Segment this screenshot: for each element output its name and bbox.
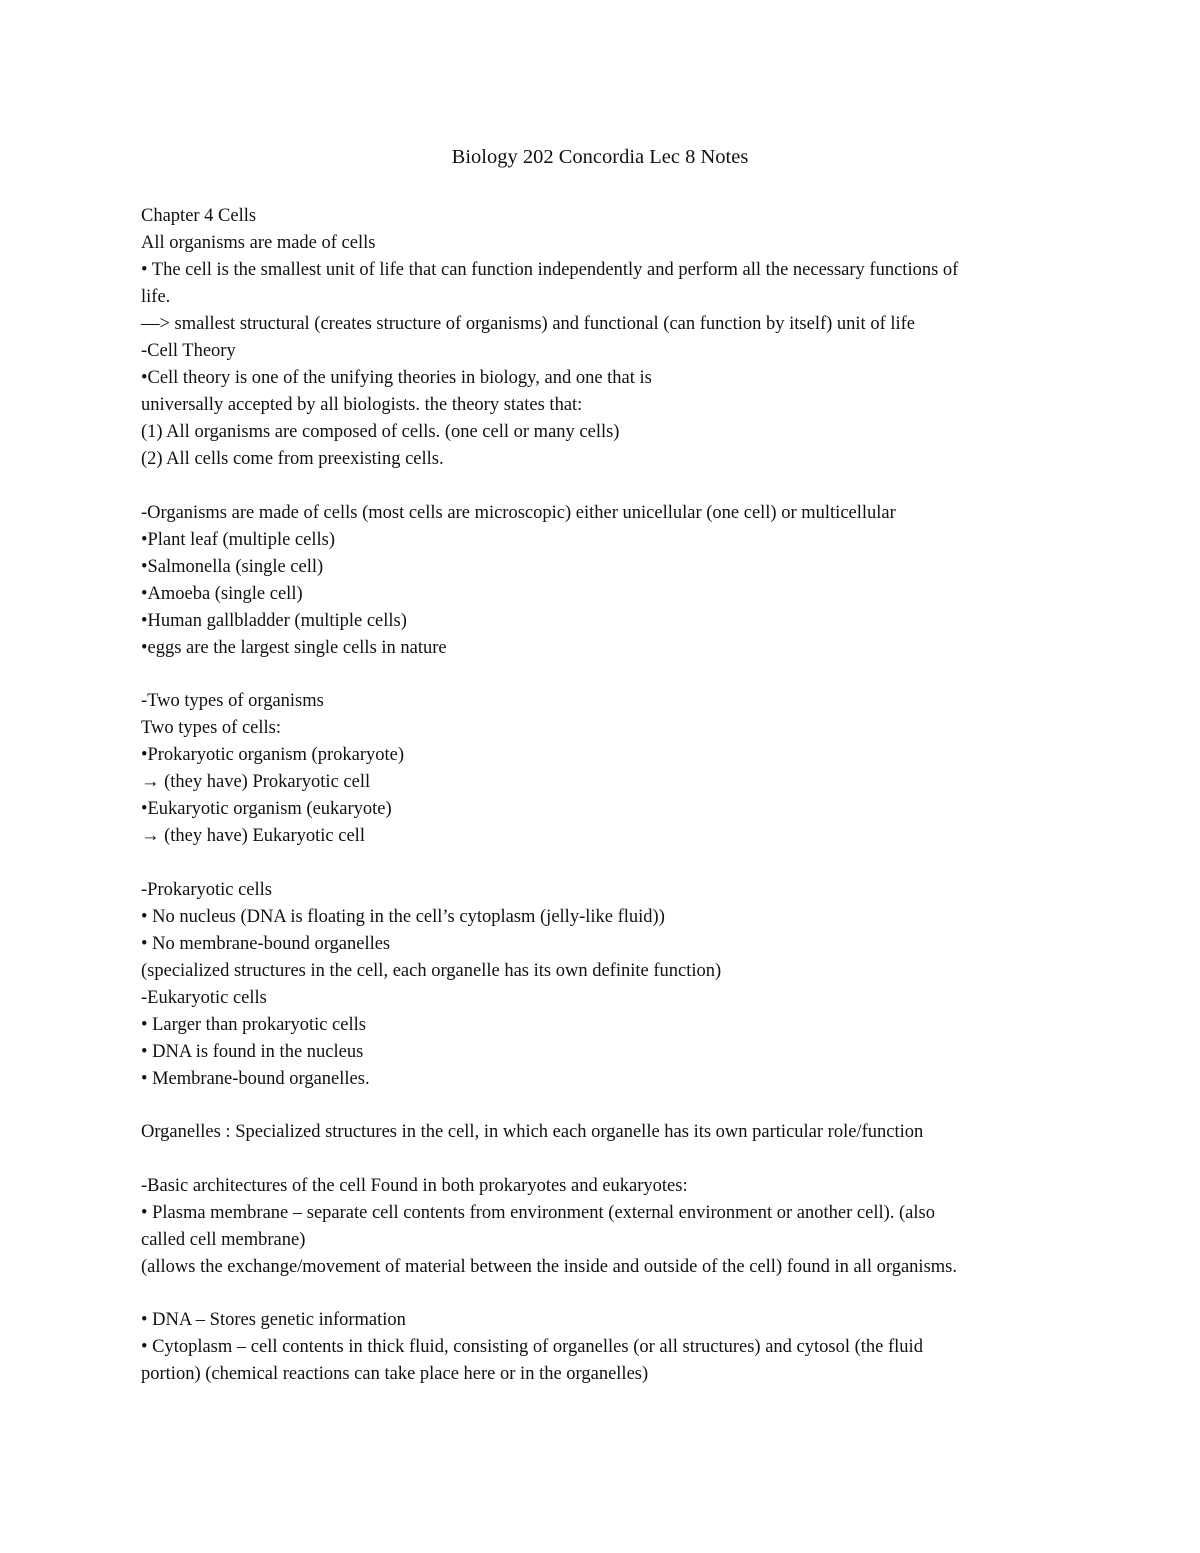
blank-line	[141, 850, 1061, 877]
text-line: • The cell is the smallest unit of life that can function independently and perform all the necessary functions of	[141, 260, 959, 280]
text-line: —> smallest structural (creates structure of organisms) and functional (can function by itself) unit of life	[141, 314, 916, 334]
text-line: Chapter 4 Cells	[141, 206, 257, 226]
text-line: life.	[141, 287, 171, 307]
blank-line	[141, 473, 1061, 500]
text-line: All organisms are made of cells	[141, 233, 376, 253]
text-line: → (they have) Prokaryotic cell	[141, 772, 371, 792]
text-line: universally accepted by all biologists. the theory states that:	[141, 395, 583, 415]
text-line: •Human gallbladder (multiple cells)	[141, 610, 407, 631]
text-line: •Cell theory is one of the unifying theories in biology, and one that is	[141, 368, 652, 388]
document-title: Biology 202 Concordia Lec 8 Notes	[451, 146, 749, 168]
blank-line	[141, 1281, 1061, 1308]
text-line: (2) All cells come from preexisting cells.	[141, 449, 444, 469]
text-line: -Prokaryotic cells	[141, 879, 272, 900]
blank-line	[141, 662, 1061, 689]
text-line: -Eukaryotic cells	[141, 987, 267, 1008]
text-line: -Two types of organisms	[141, 691, 324, 711]
text-line: (allows the exchange/movement of material between the inside and outside of the cell) found in all organisms.	[141, 1256, 957, 1277]
text-line: → (they have) Eukaryotic cell	[141, 826, 365, 846]
text-line: • No nucleus (DNA is floating in the cell’s cytoplasm (jelly-like fluid))	[141, 906, 665, 927]
blank-line	[141, 1146, 1061, 1173]
text-line: •Eukaryotic organism (eukaryote)	[141, 799, 392, 819]
text-line: -Cell Theory	[141, 341, 236, 361]
text-line: • DNA is found in the nucleus	[141, 1041, 364, 1062]
text-line: (specialized structures in the cell, each organelle has its own definite function)	[141, 960, 722, 981]
text-line: • DNA – Stores genetic information	[141, 1310, 406, 1330]
text-line: portion) (chemical reactions can take place here or in the organelles)	[141, 1364, 649, 1384]
text-line: • No membrane-bound organelles	[141, 933, 391, 954]
text-line: -Organisms are made of cells (most cells are microscopic) either unicellular (one cell) or multicellular	[141, 502, 896, 523]
text-line: •eggs are the largest single cells in nature	[141, 637, 447, 658]
text-line: called cell membrane)	[141, 1229, 306, 1250]
text-line: • Larger than prokaryotic cells	[141, 1014, 366, 1035]
text-line: -Basic architectures of the cell Found in both prokaryotes and eukaryotes:	[141, 1175, 688, 1196]
text-line: •Plant leaf (multiple cells)	[141, 529, 335, 550]
text-line: •Salmonella (single cell)	[141, 556, 324, 577]
text-line: •Prokaryotic organism (prokaryote)	[141, 745, 405, 765]
text-line: Two types of cells:	[141, 718, 281, 738]
text-line: • Cytoplasm – cell contents in thick fluid, consisting of organelles (or all structures) and cytosol (the fluid	[141, 1337, 923, 1357]
text-line: • Plasma membrane – separate cell contents from environment (external environment or another cell). (also	[141, 1202, 935, 1223]
text-line: Organelles : Specialized structures in the cell, in which each organelle has its own particular role/function	[141, 1122, 924, 1142]
text-line: •Amoeba (single cell)	[141, 583, 303, 604]
blank-line	[141, 1093, 1061, 1120]
document-body	[141, 203, 1061, 1388]
text-line: • Membrane-bound organelles.	[141, 1068, 370, 1089]
text-line: (1) All organisms are composed of cells. (one cell or many cells)	[141, 422, 620, 442]
